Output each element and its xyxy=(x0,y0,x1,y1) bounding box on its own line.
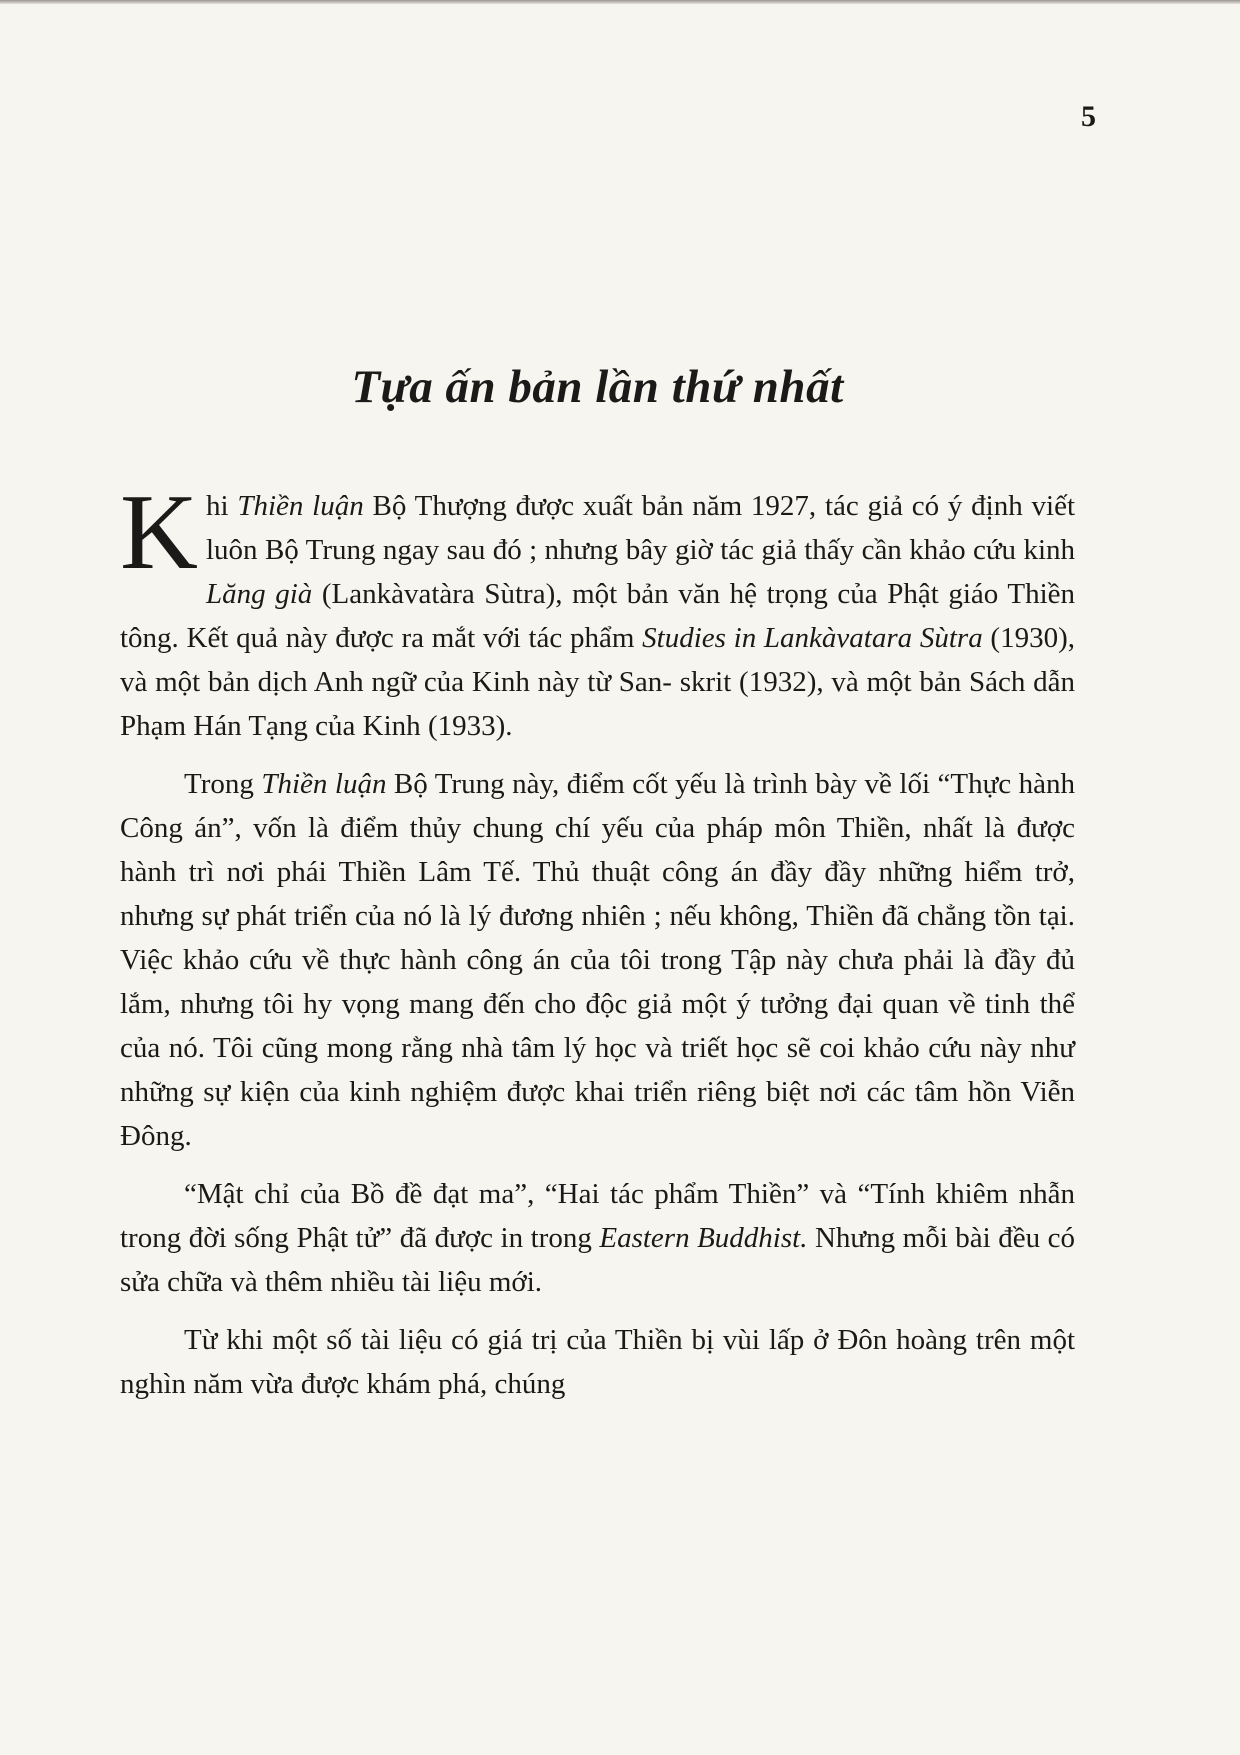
text-segment: nhiều tài liệu mới. xyxy=(330,1266,543,1298)
text-segment: được khai triển riêng biệt nơi các tâm hồn Viễn Đông. xyxy=(120,1076,1075,1152)
paragraph xyxy=(120,762,1075,1158)
paragraph xyxy=(120,1318,1075,1406)
text-segment: Lăng già xyxy=(206,578,313,610)
text-segment: bày về lối “Thực hành Công án”, vốn là điểm thủy chung chí xyxy=(120,768,1076,844)
text-segment: (Lankàvatàra xyxy=(312,578,475,610)
text-segment: “Mật chỉ của Bồ đề đạt ma”, “Hai tác phẩm Thiền” và xyxy=(184,1178,848,1210)
text-segment: Đôn hoàng trên một nghìn năm vừa được khám phá, chúng xyxy=(120,1324,1076,1400)
text-segment: (1930), và một bản dịch Anh ngữ của Kinh này từ San- xyxy=(120,622,1075,698)
section-title: Tựa ấn bản lần thứ nhất xyxy=(351,361,844,413)
text-segment: Trong xyxy=(184,768,262,800)
text-segment: nhưng sự phát triển của nó là lý đương nhiên ; nếu không, xyxy=(120,900,799,932)
text-segment: skrit (1932), và một bản Sách dẫn Phạm Hán Tạng của Kinh xyxy=(120,666,1075,742)
text-segment: của tôi trong Tập này chưa phải là đầy đủ lắm, nhưng tôi hy xyxy=(120,944,1076,1020)
text-segment: quả này được ra mắt với tác phẩm xyxy=(236,622,643,654)
text-segment: Thiền Lâm Tế. Thủ thuật công án đầy đầy những hiểm trở, xyxy=(338,856,1076,888)
page-top-edge xyxy=(0,0,1240,4)
text-segment: Thiền luận xyxy=(261,768,387,800)
text-segment: “Tính khiêm nhẫn trong đời sống Phật tử” đã được in trong xyxy=(120,1178,1075,1254)
paragraph xyxy=(120,473,1076,748)
text-segment: Sùtra), một bản văn hệ trọng của Phật giáo Thiền tông. Kết xyxy=(120,578,1075,654)
text-segment: Thiền đã chẳng tồn tại. Việc khảo cứu về thực hành công án xyxy=(120,900,1075,976)
text-segment: bây giờ tác giả thấy cần khảo cứu kinh xyxy=(625,534,1076,566)
text-segment: Bộ Thượng được xuất bản năm 1927, tác xyxy=(363,490,859,522)
body-text xyxy=(120,473,1076,1406)
text-segment: Eastern Buddhist. xyxy=(599,1222,808,1254)
text-segment: (1933). xyxy=(427,710,513,742)
text-segment: vọng mang đến cho độc giả một ý tưởng đại quan về tinh xyxy=(341,988,1031,1020)
text-segment: Studies in Lankàvatara xyxy=(642,622,913,654)
paragraph xyxy=(120,1172,1075,1304)
text-segment: hi xyxy=(206,490,238,522)
text-segment: Sùtra xyxy=(919,622,983,654)
text-segment: Từ khi một số tài liệu có giá trị của Thiền bị vùi lấp ở xyxy=(184,1324,829,1356)
text-segment: thể của nó. Tôi cũng mong rằng nhà tâm lý học và triết học xyxy=(120,988,1076,1064)
text-segment: giả có ý định viết luôn Bộ Trung ngay sau đó ; nhưng xyxy=(206,490,1076,566)
text-segment: Thiền luận xyxy=(237,490,364,522)
page-number: 5 xyxy=(1081,100,1096,133)
text-segment: sẽ coi khảo cứu này như những sự kiện của kinh nghiệm xyxy=(120,1032,1076,1108)
drop-cap: K xyxy=(120,473,198,592)
text-segment: yếu của pháp môn Thiền, nhất là được hành trì nơi phái xyxy=(120,812,1076,888)
text-segment: Bộ Trung này, điểm cốt yếu là trình xyxy=(386,768,808,800)
text-segment: Nhưng mỗi bài đều có sửa chữa và thêm xyxy=(120,1222,1076,1298)
